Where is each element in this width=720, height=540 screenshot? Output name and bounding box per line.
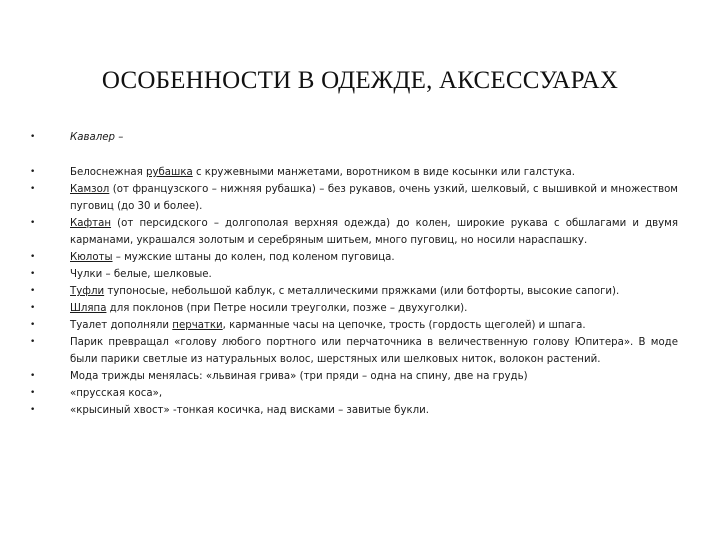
slide-title: ОСОБЕННОСТИ В ОДЕЖДЕ, АКСЕССУАРАХ bbox=[101, 66, 619, 94]
item-text: (от персидского – долгополая верхняя одежда) до колен, широкие рукава с обшлагами и двумя карманами, украшался золотым и серебряным шитьем, много пуговиц, но носили нараспашку. bbox=[70, 218, 678, 246]
bullet-icon: • bbox=[30, 252, 36, 262]
item-text: тупоносые, небольшой каблук, с металлическими пряжками (или ботфорты, высокие сапоги). bbox=[104, 286, 620, 297]
bullet-icon: • bbox=[30, 132, 36, 142]
item-term: перчатки bbox=[172, 320, 223, 331]
bullet-icon: • bbox=[30, 405, 36, 415]
item-text: Чулки – белые, шелковые. bbox=[70, 269, 212, 280]
bullet-icon: • bbox=[30, 303, 36, 313]
bullet-icon: • bbox=[30, 269, 36, 279]
list-item bbox=[30, 164, 678, 181]
item-text-pre: Белоснежная bbox=[70, 167, 146, 178]
item-text: с кружевными манжетами, воротником в виде косынки или галстука. bbox=[192, 167, 576, 178]
item-text: (от французского – нижняя рубашка) – без рукавов, очень узкий, шелковый, с вышивкой и множеством пуговиц (до 30 и более). bbox=[70, 184, 678, 212]
list-item bbox=[30, 368, 678, 385]
item-text: , карманные часы на цепочке, трость (гордость щеголей) и шпага. bbox=[222, 320, 586, 331]
bullet-icon: • bbox=[30, 388, 36, 398]
item-text: Мода трижды менялась: «львиная грива» (три пряди – одна на спину, две на грудь) bbox=[70, 371, 528, 382]
item-term: Шляпа bbox=[70, 303, 107, 314]
item-term: Камзол bbox=[70, 184, 110, 195]
item-term: Кюлоты bbox=[70, 252, 113, 263]
bullet-list bbox=[30, 129, 678, 419]
item-text: «крысиный хвост» -тонкая косичка, над висками – завитые букли. bbox=[70, 405, 430, 416]
list-item bbox=[30, 317, 678, 334]
bullet-icon: • bbox=[30, 337, 36, 347]
item-text: для поклонов (при Петре носили треуголки, позже – двухуголки). bbox=[106, 303, 468, 314]
list-item bbox=[30, 215, 678, 249]
bullet-icon: • bbox=[30, 218, 36, 228]
list-item bbox=[30, 385, 678, 402]
list-item bbox=[30, 249, 678, 266]
item-text-pre: Туалет дополняли bbox=[70, 320, 173, 331]
list-item bbox=[30, 300, 678, 317]
item-text: Парик превращал «голову любого портного или перчаточника в величественную голову Юпитера». В моде были парики светлые из натуральных волос, шерстяных или шелковых ниток, волокон растений. bbox=[70, 337, 678, 365]
item-text: «прусская коса», bbox=[70, 388, 163, 399]
bullet-icon: • bbox=[30, 320, 36, 330]
list-item bbox=[30, 266, 678, 283]
item-text: – мужские штаны до колен, под коленом пуговица. bbox=[112, 252, 395, 263]
list-item bbox=[30, 129, 678, 146]
item-term: Кафтан bbox=[70, 218, 112, 229]
list-item bbox=[30, 283, 678, 300]
bullet-icon: • bbox=[30, 167, 36, 177]
list-item bbox=[30, 402, 678, 419]
bullet-icon: • bbox=[30, 286, 36, 296]
item-term: рубашка bbox=[145, 167, 193, 178]
item-term: Туфли bbox=[70, 286, 105, 297]
bullet-icon: • bbox=[30, 184, 36, 194]
list-item bbox=[30, 181, 678, 215]
item-text: Кавалер – bbox=[70, 132, 124, 143]
list-item bbox=[30, 334, 678, 368]
bullet-icon: • bbox=[30, 371, 36, 381]
